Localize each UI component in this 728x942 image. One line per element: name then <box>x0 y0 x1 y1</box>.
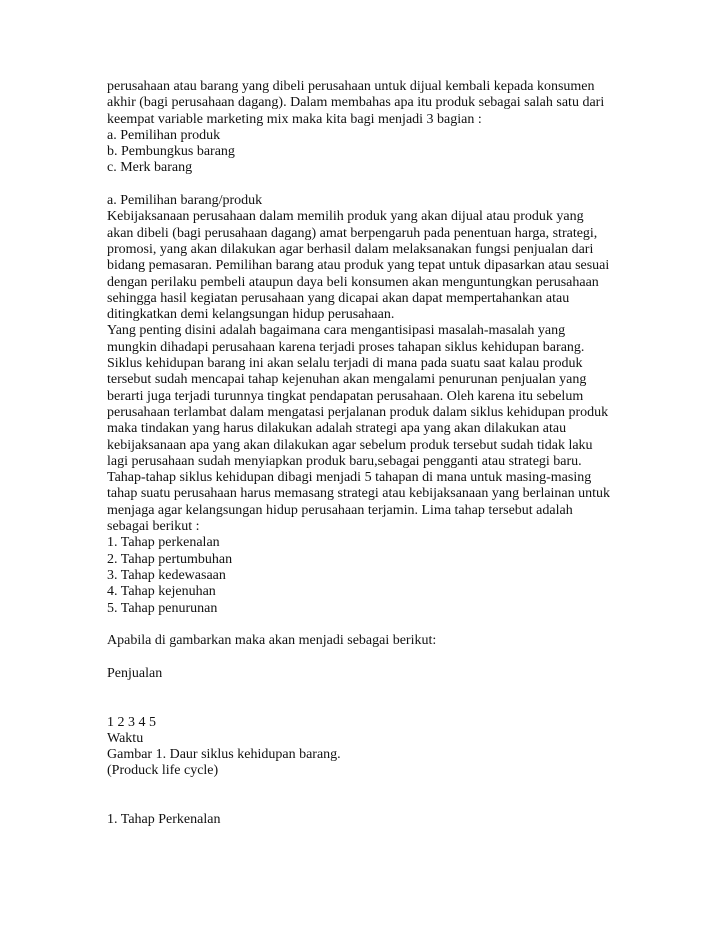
figure-x-ticks: 1 2 3 4 5 <box>107 714 156 730</box>
text-line: keempat variable marketing mix maka kita bagi menjadi 3 bagian : <box>107 111 482 127</box>
text-line: kebijaksanaan apa yang akan dilakukan agar sebelum produk tersebut sudah tidak laku <box>107 437 593 453</box>
list-item: b. Pembungkus barang <box>107 144 235 160</box>
list-item: 1. Tahap perkenalan <box>107 535 220 551</box>
text-line: lagi perusahaan sudah menyiapkan produk baru,sebagai pengganti atau strategi baru. <box>107 453 582 469</box>
text-line: berarti juga terjadi turunnya tingkat pendapatan perusahaan. Oleh karena itu sebelum <box>107 388 584 404</box>
section-heading: a. Pemilihan barang/produk <box>107 193 263 209</box>
figure-x-label: Waktu <box>107 730 144 746</box>
figure-blank-area <box>107 682 707 715</box>
text-line: menjaga agar kelangsungan hidup perusahaan terjamin. Lima tahap tersebut adalah <box>107 502 573 518</box>
blank-line <box>107 617 707 633</box>
next-section-heading: 1. Tahap Perkenalan <box>107 812 221 828</box>
text-line: akhir (bagi perusahaan dagang). Dalam membahas apa itu produk sebagai salah satu dari <box>107 95 605 111</box>
blank-line <box>107 177 707 193</box>
list-item: 4. Tahap kejenuhan <box>107 584 216 600</box>
text-line: Kebijaksanaan perusahaan dalam memilih produk yang akan dijual atau produk yang <box>107 209 584 225</box>
list-item: a. Pemilihan produk <box>107 127 221 143</box>
list-item: 3. Tahap kedewasaan <box>107 567 226 583</box>
figure-caption: Gambar 1. Daur siklus kehidupan barang. <box>107 747 341 763</box>
figure-placeholder <box>107 666 707 780</box>
text-line: Yang penting disini adalah bagaimana cara mengantisipasi masalah-masalah yang <box>107 323 566 339</box>
figure-y-label: Penjualan <box>107 665 163 681</box>
text-line: bidang pemasaran. Pemilihan barang atau produk yang tepat untuk dipasarkan atau sesuai <box>107 258 610 274</box>
document-page <box>107 79 707 829</box>
intro-paragraph <box>107 79 707 177</box>
text-line: promosi, yang akan dilakukan agar berhasil dalam melaksanakan fungsi penjualan dari <box>107 241 594 257</box>
text-line: Tahap-tahap siklus kehidupan dibagi menjadi 5 tahapan di mana untuk masing-masing <box>107 470 592 486</box>
text-line: akan dibeli (bagi perusahaan dagang) amat berpengaruh pada penentuan harga, strategi, <box>107 225 598 241</box>
text-line: Siklus kehidupan barang ini akan selalu terjadi di mana pada suatu saat kalau produk <box>107 356 583 372</box>
text-line: dengan perilaku pembeli ataupun daya beli konsumen akan menguntungkan perusahaan <box>107 274 599 290</box>
list-item: 5. Tahap penurunan <box>107 600 218 616</box>
figure-intro: Apabila di gambarkan maka akan menjadi sebagai berikut: <box>107 633 437 649</box>
text-line: tersebut sudah mencapai tahap kejenuhan akan mengalami penurunan penjualan yang <box>107 372 587 388</box>
list-item: c. Merk barang <box>107 160 193 176</box>
text-line: sebagai berikut : <box>107 519 200 535</box>
text-line: perusahaan terlambat dalam mengatasi perjalanan produk dalam siklus kehidupan produk <box>107 404 609 420</box>
section-a <box>107 193 707 617</box>
figure-caption-en: (Produck life cycle) <box>107 763 219 779</box>
text-line: mungkin dihadapi perusahaan karena terjadi proses tahapan siklus kehidupan barang. <box>107 339 585 355</box>
text-line: maka tindakan yang harus dilakukan adalah strategi apa yang akan dilakukan atau <box>107 421 567 437</box>
text-line: sehingga hasil kegiatan perusahaan yang dicapai akan dapat mempertahankan atau <box>107 290 570 306</box>
list-item: 2. Tahap pertumbuhan <box>107 551 233 567</box>
text-line: tahap suatu perusahaan harus memasang strategi atau kebijaksanaan yang berlainan untuk <box>107 486 611 502</box>
blank-line <box>107 649 707 665</box>
text-line: ditingkatkan demi kelangsungan hidup perusahaan. <box>107 307 395 323</box>
blank-line <box>107 780 707 813</box>
text-line: perusahaan atau barang yang dibeli perusahaan untuk dijual kembali kepada konsumen <box>107 79 595 94</box>
